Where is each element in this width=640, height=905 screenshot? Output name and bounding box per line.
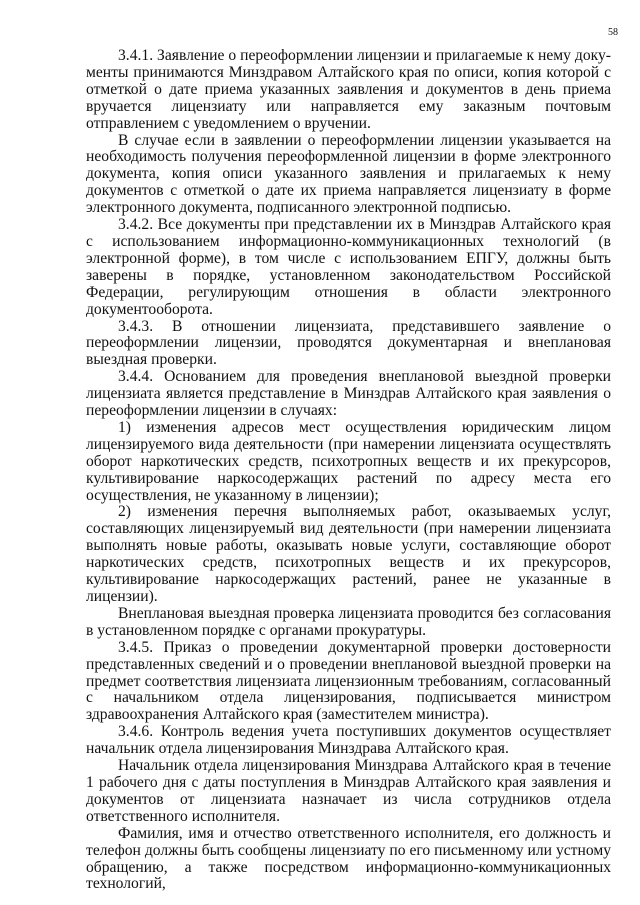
page-number: 58	[608, 27, 618, 38]
paragraph-executor-info: Фамилия, имя и отчество ответственного исполнителя, его должность и телефон должны быть сообщены лицензиату по его письменному или устному обращению, а также посредством информационно-коммуникационных технологий,	[86, 824, 611, 893]
paragraph-3-4-5: 3.4.5. Приказ о проведении документарной проверки достоверности представленных сведений и о проведении внеплановой выездной проверки на предмет соответствия лицензиата лицензионным требованиям, согласованный с начальником отдела лицензирования, подписывается министром здравоохранения Алтайского края (заместителем министра).	[86, 638, 611, 724]
paragraph-3-4-6: 3.4.6. Контроль ведения учета поступивших документов осуществляет начальник отдела лицензирования Минздрава Алтайского края.	[86, 723, 611, 758]
paragraph-3-4-1: 3.4.1. Заявление о переоформлении лицензии и прилагаемые к нему документы принимаются Минздравом Алтайского края по описи, копия которой с отметкой о дате приема указанных заявления и документов в день приема вручается лицензиату или направляется ему заказным почтовым отправлением с уведомлением о вручении.	[86, 47, 611, 132]
paragraph-department-head: Начальник отдела лицензирования Минздрава Алтайского края в течение 1 рабочего дня с даты поступления в Минздрав Алтайского края заявления и документов от лицензиата назначает из числа сотрудников отдела ответственного исполнителя.	[86, 757, 611, 825]
paragraph-3-4-2: 3.4.2. Все документы при представлении их в Минздрав Алтайского края с использованием информационно-коммуникационных технологий (в электронной форме), в том числе с использованием ЕПГУ, должны быть заверены в порядке, установленном законодательством Российской Федерации, регулирующим отношения в области электронного документооборота.	[86, 216, 611, 318]
list-item-2: 2) изменения перечня выполняемых работ, оказываемых услуг, составляющих лицензируемый вид деятельности (при намерении лицензиата выполнять новые работы, оказывать новые услуги, составляющие оборот наркотических средств, психотропных веществ и их прекурсоров, культивирование наркосодержащих растений, ранее не указанные в лицензии).	[86, 503, 611, 605]
paragraph-unscheduled-inspection: Внеплановая выездная проверка лицензиата проводится без согласования в установленном порядке с органами прокуратуры.	[86, 604, 611, 639]
paragraph-3-4-4: 3.4.4. Основанием для проведения внеплановой выездной проверки лицензиата является представление в Минздрав Алтайского края заявления о переоформлении лицензии в случаях:	[86, 368, 611, 420]
document-body	[86, 48, 611, 893]
paragraph-electronic-form: В случае если в заявлении о переоформлении лицензии указывается на необходимость получения переоформленной лицензии в форме электронного документа, копия описи указанного заявления и прилагаемых к нему документов с отметкой о дате их приема направляется лицензиату в форме электронного документа, подписанного электронной подписью.	[86, 131, 611, 217]
list-item-1: 1) изменения адресов мест осуществления юридическим лицом лицензируемого вида деятельности (при намерении лицензиата осуществлять оборот наркотических средств, психотропных веществ и их прекурсоров, культивирование наркосодержащих растений по адресу места его осуществления, не указанному в лицензии);	[86, 418, 611, 504]
paragraph-3-4-3: 3.4.3. В отношении лицензиата, представившего заявление о переоформлении лицензии, проводятся документарная и внеплановая выездная проверки.	[86, 317, 611, 369]
